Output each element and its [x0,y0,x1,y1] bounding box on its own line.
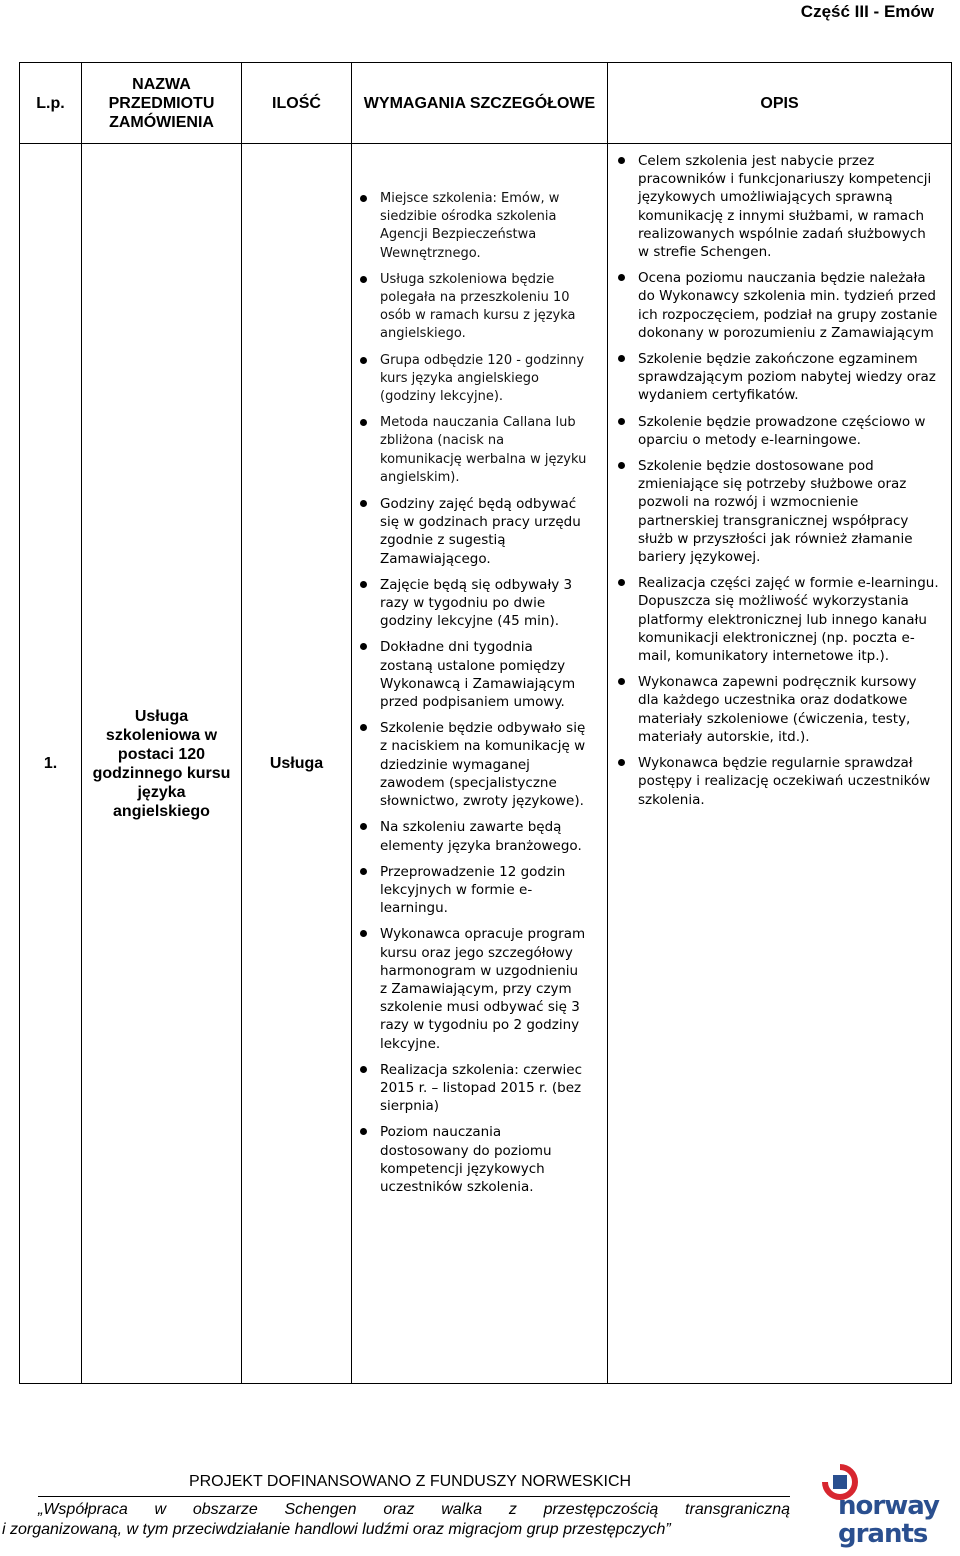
header-qty: ILOŚĆ [242,63,352,144]
description-item: Szkolenie będzie dostosowane pod zmieniające się potrzeby służbowe oraz pozwoli na rozwój i wzmocnienie partnerskiej transgranicznej współpracy służb w przyszłości jak również złamanie bariery językowej. [638,457,941,566]
requirement-item: Szkolenie będzie odbywało się z naciskiem na komunikację w dziedzinie wymaganej zawodem (specjalistyczne słownictwo, zwroty językowe). [380,719,589,810]
requirement-item: Realizacja szkolenia: czerwiec 2015 r. – listopad 2015 r. (bez sierpnia) [380,1061,589,1116]
requirement-item: Grupa odbędzie 120 - godzinny kurs języka angielskiego (godziny lekcyjne). [380,352,589,407]
description-item: Szkolenie będzie zakończone egzaminem sprawdzającym poziom nabytej wiedzy oraz wydaniem certyfikatów. [638,350,941,405]
requirement-item: Poziom nauczania dostosowany do poziomu kompetencji językowych uczestników szkolenia. [380,1123,589,1196]
footer [0,1472,800,1540]
norway-grants-logo [818,1462,958,1552]
logo-word-norway: norway [838,1491,939,1521]
requirement-item: Miejsce szkolenia: Emów, w siedzibie ośrodka szkolenia Agencji Bezpieczeństwa Wewnętrznego. [380,190,589,263]
page-header: Część III - Emów [800,2,934,21]
description-item: Wykonawca zapewni podręcznik kursowy dla każdego uczestnika oraz dodatkowe materiały szkoleniowe (ćwiczenia, testy, materiały autorskie, itd.). [638,673,941,746]
row-number: 1. [20,144,82,1384]
description-item: Celem szkolenia jest nabycie przez pracowników i funkcjonariuszy kompetencji językowych umożliwiających sprawną komunikację z innymi służbami, w ramach realizowanych wspólnie zadań służbowych w strefie Schengen. [638,152,941,261]
description-cell [608,144,952,1384]
footer-title: PROJEKT DOFINANSOWANO Z FUNDUSZY NORWESKICH [188,1473,632,1490]
requirement-item: Usługa szkoleniowa będzie polegała na przeszkoleniu 10 osób w ramach kursu z języka angielskiego. [380,271,589,344]
header-requirements: WYMAGANIA SZCZEGÓŁOWE [352,63,608,144]
item-quantity: Usługa [242,144,352,1384]
table-header-row [20,63,952,144]
header-name: NAZWA PRZEDMIOTU ZAMÓWIENIA [82,63,242,144]
requirement-item: Metoda nauczania Callana lub zbliżona (nacisk na komunikację werbalna w języku angielskim). [380,414,589,487]
footer-project-line-2: i zorganizowaną, w tym przeciwdziałanie handlowi ludźmi oraz migracjom grup przestępczych” [2,1521,671,1538]
description-item: Wykonawca będzie regularnie sprawdzał postępy i realizację oczekiwań uczestników szkolenia. [638,754,941,809]
description-list [638,152,941,809]
requirement-item: Przeprowadzenie 12 godzin lekcyjnych w formie e-learningu. [380,863,589,918]
requirements-list [380,190,589,1196]
requirement-item: Zajęcie będą się odbywały 3 razy w tygodniu po dwie godziny lekcyjne (45 min). [380,576,589,631]
requirement-item: Wykonawca opracuje program kursu oraz jego szczegółowy harmonogram w uzgodnieniu z Zamawiającym, przy czym szkolenie musi odbywać się 3 razy w tygodniu po 2 godziny lekcyjne. [380,925,589,1052]
logo-word-grants: grants [838,1519,928,1549]
requirement-item: Godziny zajęć będą odbywać się w godzinach pracy urzędu zgodnie z sugestią Zamawiającego. [380,495,589,568]
description-item: Szkolenie będzie prowadzone częściowo w oparciu o metody e-learningowe. [638,413,941,449]
header-opis: OPIS [608,63,952,144]
specification-table [19,62,952,1384]
table-row [20,144,952,1384]
header-lp: L.p. [20,63,82,144]
description-item: Ocena poziomu nauczania będzie należała do Wykonawcy szkolenia min. tydzień przed ich rozpoczęciem, podział na grupy zostanie dokonany w porozumieniu z Zamawiającym [638,269,941,342]
item-name: Usługa szkoleniowa w postaci 120 godzinnego kursu języka angielskiego [82,144,242,1384]
requirement-item: Dokładne dni tygodnia zostaną ustalone pomiędzy Wykonawcą i Zamawiającym przed podpisaniem umowy. [380,638,589,711]
requirements-cell [352,144,608,1384]
footer-project-line-1: „Współpraca w obszarze Schengen oraz walka z przestępczością transgraniczną [38,1496,790,1520]
requirement-item: Na szkoleniu zawarte będą elementy języka branżowego. [380,818,589,854]
description-item: Realizacja części zajęć w formie e-learningu. Dopuszcza się możliwość wykorzystania platformy elektronicznej lub innego kanału komunikacji elektronicznej (np. poczta e-mail, komunikatory internetowe itp.). [638,574,941,665]
